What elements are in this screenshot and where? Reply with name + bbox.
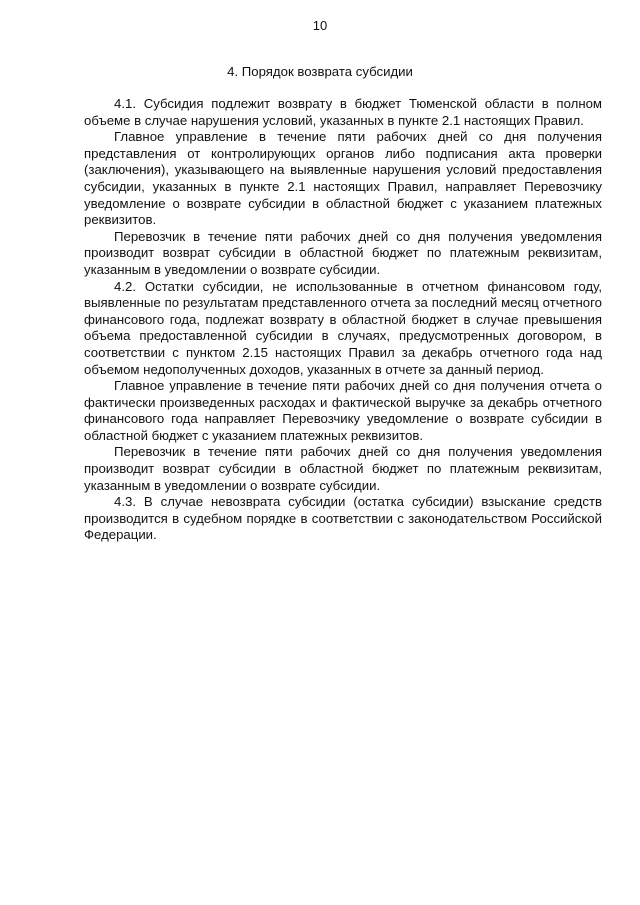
paragraph-4-2: 4.2. Остатки субсидии, не использованные в отчетном финансовом году, выявленные по результатам представленного отчета за последний месяц отчетного финансового года, подлежат возврату в областной бюджет в случае превышения объема предоставленной субсидии в случаях, предусмотренных договором, в соответствии с пунктом 2.15 настоящих Правил за декабрь отчетного года над объемом недополученных доходов, указанных в отчете за данный период. (84, 278, 602, 377)
paragraph-4-1: 4.1. Субсидия подлежит возврату в бюджет Тюменской области в полном объеме в случае нарушения условий, указанных в пункте 2.1 настоящих Правил. (84, 96, 602, 128)
paragraph-december-report-notice: Главное управление в течение пяти рабочих дней со дня получения отчета о фактически произведенных расходах и фактической выручке за декабрь отчетного финансового года направляет Перевозчику уведомление о возврате субсидии в областной бюджет с указанием платежных реквизитов. (84, 378, 602, 443)
paragraph-carrier-refund: Перевозчик в течение пяти рабочих дней со дня получения уведомления производит возврат субсидии в областной бюджет по платежным реквизитам, указанным в уведомлении о возврате субсидии. (84, 228, 602, 277)
paragraph-main-directorate-notice: Главное управление в течение пяти рабочих дней со дня получения представления от контролирующих органов либо подписания акта проверки (заключения), указывающего на выявленные нарушения условий предоставления субсидии, указанных в пункте 2.1 настоящих Правил, направляет Перевозчику уведомление о возврате субсидии в областной бюджет с указанием платежных реквизитов. (84, 129, 602, 228)
paragraph-4-3: 4.3. В случае невозврата субсидии (остатка субсидии) взыскание средств производится в судебном порядке в соответствии с законодательством Российской Федерации. (84, 494, 602, 543)
section-title: 4. Порядок возврата субсидии (227, 64, 413, 79)
section-body (84, 96, 602, 544)
paragraph-carrier-refund-balance: Перевозчик в течение пяти рабочих дней со дня получения уведомления производит возврат субсидии в областной бюджет по платежным реквизитам, указанным в уведомлении о возврате субсидии. (84, 444, 602, 493)
page-number: 10 (312, 18, 328, 33)
